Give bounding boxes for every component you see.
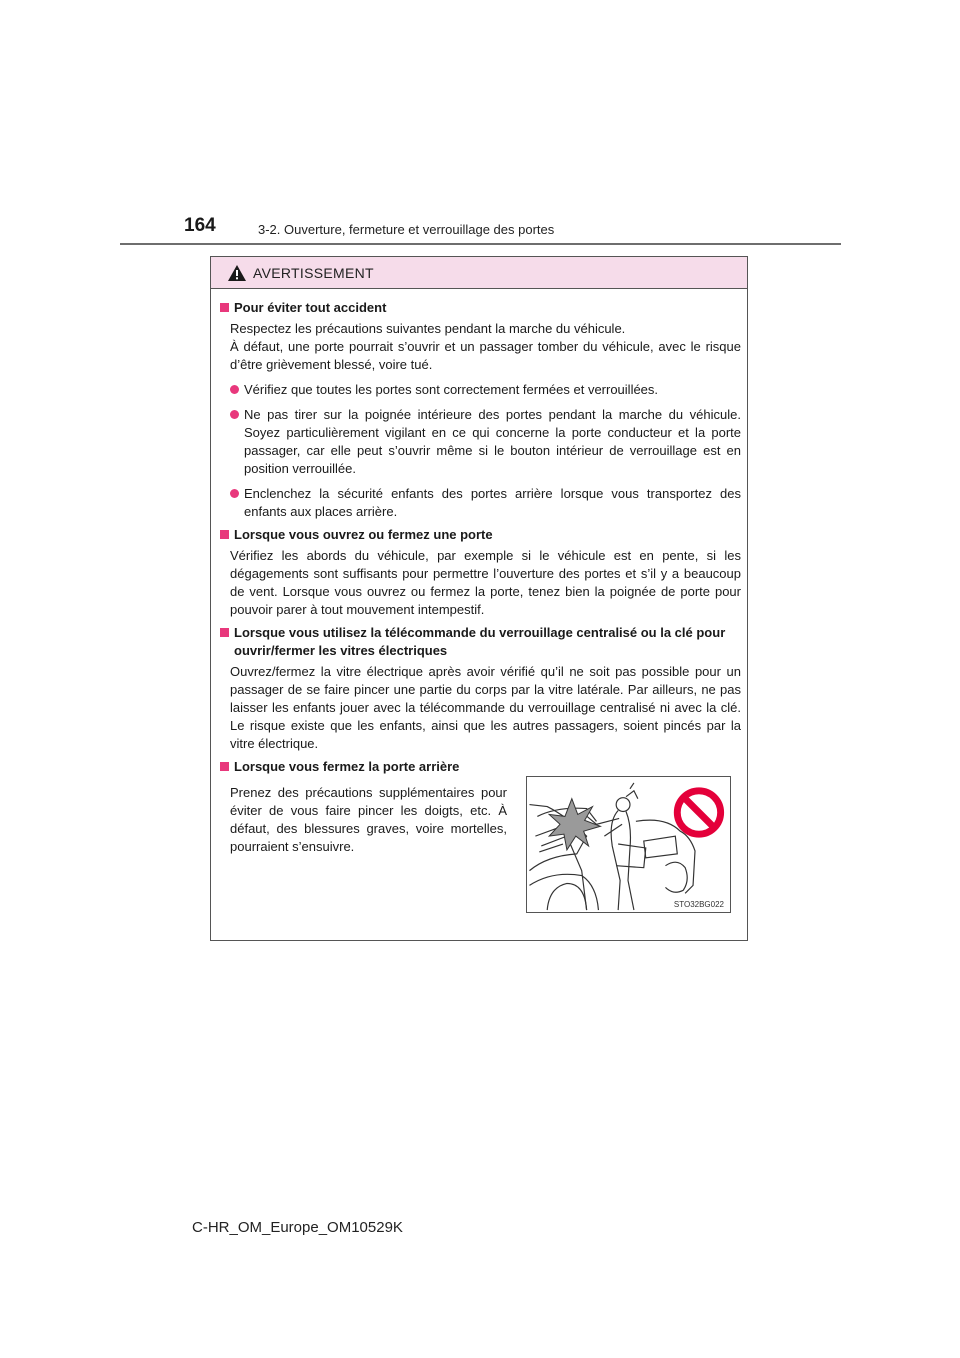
page-number: 164: [184, 215, 216, 236]
heading-text: Pour éviter tout accident: [234, 300, 387, 315]
item-paragraph: Respectez les précautions suivantes pendant la marche du véhicule. À défaut, une porte pourrait s’ouvrir et un passager tomber du véhicule, avec le risque d’être grièvement blessé, voire tué.: [230, 321, 741, 372]
bullet-text: Enclenchez la sécurité enfants des portes arrière lorsque vous transportez des enfants aux places arrière.: [244, 486, 741, 519]
illustration: [526, 776, 731, 913]
square-bullet-icon: [220, 303, 229, 312]
bullet-item: [219, 406, 741, 478]
heading-text: Lorsque vous utilisez la télécommande du verrouillage centralisé ou la clé pour ouvrir/fermer les vitres électriques: [234, 625, 726, 658]
heading-text: Lorsque vous fermez la porte arrière: [234, 759, 460, 774]
item-paragraph: Vérifiez les abords du véhicule, par exemple si le véhicule est en pente, si les dégagements sont suffisants pour permettre l’ouverture des portes et s’il y a beaucoup de vent. Lorsque vous ouvrez ou fermez la porte, tenez bien la poignée de porte pour pouvoir parer à tout mouvement intempestif.: [230, 548, 741, 617]
person-closing-door-icon: [529, 783, 695, 910]
warning-title: AVERTISSEMENT: [253, 264, 374, 281]
round-bullet-icon: [230, 410, 239, 419]
bullet-text: Vérifiez que toutes les portes sont correctement fermées et verrouillées.: [244, 382, 659, 397]
warning-item: [219, 624, 741, 753]
prohibition-icon: [677, 791, 720, 834]
bullet-text: Ne pas tirer sur la poignée intérieure des portes pendant la marche du véhicule. Soyez particulièrement vigilant en ce qui concerne la porte conducteur et la porte passager, car elle peut s’ouvrir même si le bouton intérieur de verrouillage est en position verrouillée.: [244, 407, 741, 476]
item-paragraph: Ouvrez/fermez la vitre électrique après avoir vérifié qu’il ne soit pas possible pour un passager de se faire pincer une partie du corps par la vitre latérale. Par ailleurs, ne pas laisser les enfants jouer avec la télécommande du verrouillage centralisé ni avec la clé. Le risque existe que les enfants, ainsi que les autres passagers, soient pincés par la vitre électrique.: [230, 664, 741, 751]
item-heading: [219, 299, 741, 317]
header-rule: [120, 243, 841, 245]
round-bullet-icon: [230, 385, 239, 394]
warning-item: [219, 526, 741, 619]
warning-item: [219, 299, 741, 521]
warning-header: [211, 257, 747, 289]
square-bullet-icon: [220, 530, 229, 539]
bullet-item: [219, 381, 741, 399]
footer-doc-id: C-HR_OM_Europe_OM10529K: [192, 1219, 403, 1236]
warning-body: [211, 289, 747, 856]
image-code: STO32BG022: [673, 900, 724, 909]
warning-triangle-icon: [227, 264, 247, 282]
heading-text: Lorsque vous ouvrez ou fermez une porte: [234, 527, 493, 542]
item-heading: [219, 526, 741, 544]
item-heading: [219, 624, 741, 660]
bullet-item: [219, 485, 741, 521]
item-heading: [219, 758, 741, 776]
round-bullet-icon: [230, 489, 239, 498]
square-bullet-icon: [220, 628, 229, 637]
section-title: 3-2. Ouverture, fermeture et verrouillage des portes: [258, 222, 555, 237]
pinch-burst-icon: [549, 799, 600, 850]
item-paragraph: Prenez des précautions supplémentaires pour éviter de vous faire pincer les doigts, etc. À défaut, des blessures graves, voire mortelles, pourraient s’ensuivre.: [230, 785, 507, 854]
square-bullet-icon: [220, 762, 229, 771]
